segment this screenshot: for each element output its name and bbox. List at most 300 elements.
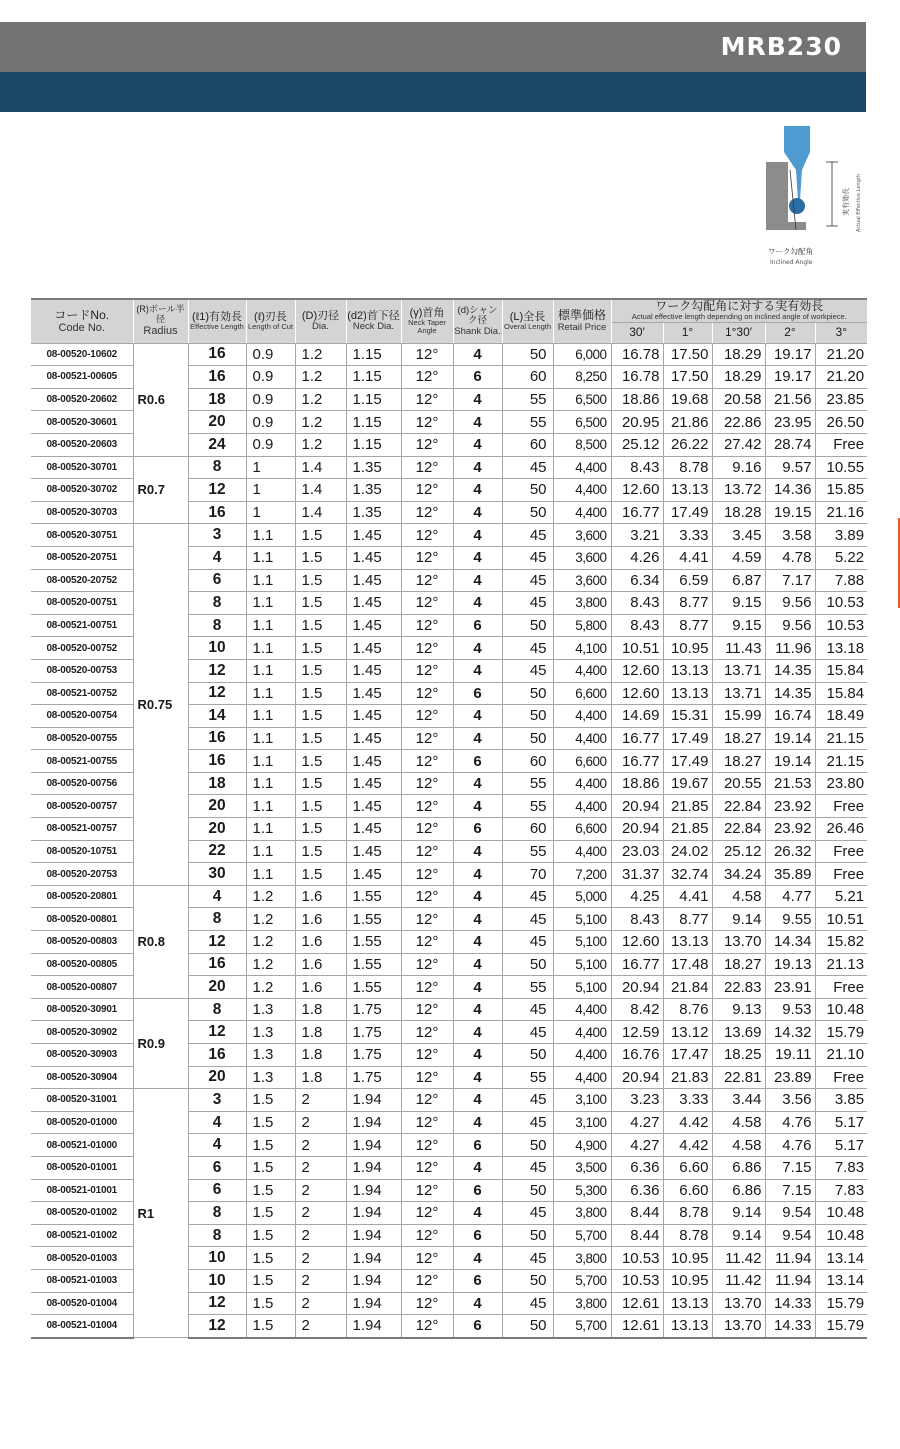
actual-effective-cell: 20.95 [611,411,663,434]
actual-effective-cell: 21.20 [815,343,867,366]
price-cell: 3,600 [553,546,611,569]
actual-effective-cell: Free [815,840,867,863]
overall-length-cell: 55 [502,840,553,863]
inclined-angle-ja-label: ワーク勾配角 [768,247,813,256]
neck-angle-cell: 12° [401,1044,453,1067]
actual-effective-cell: 4.76 [765,1134,815,1157]
code-cell: 08-00520-30601 [31,411,133,434]
actual-effective-cell: 23.92 [765,795,815,818]
length-of-cut-cell: 1.1 [246,637,295,660]
price-cell: 6,500 [553,411,611,434]
actual-effective-cell: 19.17 [765,366,815,389]
code-cell: 08-00520-00807 [31,976,133,999]
table-row [31,1089,867,1112]
table-row [31,885,867,908]
neck-angle-cell: 12° [401,953,453,976]
price-cell: 3,800 [553,1202,611,1225]
actual-effective-cell: 19.67 [663,772,712,795]
shank-dia-cell: 4 [453,637,502,660]
actual-effective-cell: 13.70 [712,1315,765,1338]
col-oal-ja: (L)全長 [509,311,546,324]
length-of-cut-cell: 1.3 [246,998,295,1021]
actual-effective-cell: Free [815,976,867,999]
neck-dia-cell: 1.55 [346,931,401,954]
neck-dia-cell: 1.15 [346,433,401,456]
actual-effective-cell: 10.53 [611,1269,663,1292]
col-neck-ja: (d2)首下径 [347,310,400,323]
actual-effective-cell: 8.42 [611,998,663,1021]
effective-length-cell: 8 [188,908,246,931]
dia-cell: 1.2 [295,411,346,434]
price-cell: 4,400 [553,705,611,728]
length-of-cut-cell: 1.5 [246,1111,295,1134]
actual-effective-cell: 3.33 [663,1089,712,1112]
overall-length-cell: 45 [502,659,553,682]
neck-angle-cell: 12° [401,637,453,660]
length-of-cut-cell: 1.1 [246,863,295,886]
actual-effective-cell: 13.72 [712,479,765,502]
actual-effective-cell: 10.48 [815,998,867,1021]
actual-effective-cell: 18.29 [712,366,765,389]
neck-angle-cell: 12° [401,411,453,434]
effective-length-ja-label: 実有効長 [842,188,850,216]
dia-cell: 1.5 [295,637,346,660]
actual-effective-cell: 7.83 [815,1179,867,1202]
dia-cell: 1.2 [295,433,346,456]
effective-length-cell: 12 [188,682,246,705]
dia-cell: 1.5 [295,592,346,615]
actual-effective-cell: 4.78 [765,546,815,569]
actual-effective-cell: 21.10 [815,1044,867,1067]
length-of-cut-cell: 0.9 [246,433,295,456]
overall-length-cell: 45 [502,1292,553,1315]
actual-effective-cell: 8.78 [663,456,712,479]
actual-effective-cell: 3.85 [815,1089,867,1112]
overall-length-cell: 50 [502,705,553,728]
dia-cell: 1.6 [295,953,346,976]
shank-dia-cell: 6 [453,1315,502,1338]
shank-dia-cell: 4 [453,931,502,954]
overall-length-cell: 45 [502,1247,553,1270]
code-cell: 08-00521-01000 [31,1134,133,1157]
neck-angle-cell: 12° [401,479,453,502]
effective-length-cell: 14 [188,705,246,728]
effective-length-cell: 16 [188,501,246,524]
neck-dia-cell: 1.45 [346,727,401,750]
actual-effective-cell: Free [815,433,867,456]
actual-effective-cell: 15.82 [815,931,867,954]
code-cell: 08-00521-01003 [31,1269,133,1292]
actual-effective-cell: 22.81 [712,1066,765,1089]
angle-header-3: 2° [765,322,815,343]
neck-angle-cell: 12° [401,614,453,637]
shank-dia-cell: 4 [453,1247,502,1270]
effective-length-cell: 20 [188,818,246,841]
price-cell: 4,400 [553,1021,611,1044]
actual-effective-cell: 13.13 [663,1292,712,1315]
length-of-cut-cell: 1.2 [246,885,295,908]
overall-length-cell: 45 [502,998,553,1021]
neck-angle-cell: 12° [401,705,453,728]
price-cell: 5,100 [553,976,611,999]
actual-effective-cell: 13.70 [712,931,765,954]
length-of-cut-cell: 1.1 [246,659,295,682]
actual-effective-cell: 13.18 [815,637,867,660]
actual-effective-cell: 16.77 [611,953,663,976]
code-cell: 08-00520-31001 [31,1089,133,1112]
code-cell: 08-00520-20751 [31,546,133,569]
neck-dia-cell: 1.35 [346,479,401,502]
actual-effective-cell: 5.22 [815,546,867,569]
code-cell: 08-00520-01000 [31,1111,133,1134]
effective-length-cell: 12 [188,931,246,954]
shank-dia-cell: 6 [453,614,502,637]
actual-effective-cell: 4.42 [663,1134,712,1157]
actual-effective-cell: 10.53 [611,1247,663,1270]
dia-cell: 1.5 [295,727,346,750]
shank-dia-cell: 4 [453,546,502,569]
actual-effective-cell: 20.94 [611,818,663,841]
price-cell: 4,400 [553,795,611,818]
overall-length-cell: 50 [502,343,553,366]
actual-effective-cell: 21.15 [815,750,867,773]
workpiece-wall [766,162,788,228]
length-of-cut-cell: 1.2 [246,976,295,999]
neck-angle-cell: 12° [401,592,453,615]
shank-dia-cell: 4 [453,772,502,795]
neck-angle-cell: 12° [401,750,453,773]
length-of-cut-cell: 1.5 [246,1247,295,1270]
length-of-cut-cell: 1.5 [246,1156,295,1179]
length-of-cut-cell: 1.1 [246,772,295,795]
actual-effective-cell: 7.15 [765,1156,815,1179]
actual-effective-cell: 11.42 [712,1247,765,1270]
actual-effective-cell: 15.84 [815,659,867,682]
dia-cell: 1.5 [295,750,346,773]
dia-cell: 1.5 [295,569,346,592]
effective-length-cell: 12 [188,479,246,502]
series-title: MRB230 [720,32,842,61]
neck-dia-cell: 1.94 [346,1089,401,1112]
actual-effective-cell: 9.14 [712,908,765,931]
actual-effective-cell: 10.53 [815,614,867,637]
dia-cell: 1.8 [295,1066,346,1089]
neck-angle-cell: 12° [401,1021,453,1044]
actual-effective-cell: Free [815,863,867,886]
neck-angle-cell: 12° [401,931,453,954]
shank-dia-cell: 4 [453,727,502,750]
actual-effective-cell: 9.56 [765,592,815,615]
neck-angle-cell: 12° [401,1292,453,1315]
actual-effective-cell: 12.60 [611,931,663,954]
shank-dia-cell: 6 [453,818,502,841]
neck-dia-cell: 1.15 [346,343,401,366]
actual-effective-cell: 18.86 [611,772,663,795]
effective-length-en-label: Actual Effective Length [856,174,862,232]
neck-dia-cell: 1.75 [346,1021,401,1044]
actual-effective-cell: 20.55 [712,772,765,795]
table-row [31,456,867,479]
actual-effective-cell: 34.24 [712,863,765,886]
actual-effective-cell: 11.94 [765,1247,815,1270]
neck-dia-cell: 1.45 [346,546,401,569]
actual-effective-cell: 8.78 [663,1224,712,1247]
dia-cell: 1.5 [295,840,346,863]
overall-length-cell: 50 [502,1134,553,1157]
length-of-cut-cell: 1.1 [246,592,295,615]
actual-effective-cell: 9.55 [765,908,815,931]
price-cell: 4,400 [553,840,611,863]
shank-dia-cell: 4 [453,433,502,456]
code-cell: 08-00520-10602 [31,343,133,366]
actual-effective-cell: 3.33 [663,524,712,547]
actual-effective-cell: 19.14 [765,750,815,773]
code-cell: 08-00521-00751 [31,614,133,637]
neck-dia-cell: 1.94 [346,1292,401,1315]
price-cell: 4,900 [553,1134,611,1157]
shank-dia-cell: 4 [453,908,502,931]
effective-length-cell: 10 [188,1269,246,1292]
overall-length-cell: 55 [502,795,553,818]
actual-effective-cell: 18.29 [712,343,765,366]
price-cell: 6,500 [553,388,611,411]
effective-length-cell: 18 [188,772,246,795]
actual-effective-cell: 15.84 [815,682,867,705]
col-eff-en: Effective Length [190,322,244,332]
overall-length-cell: 50 [502,1179,553,1202]
neck-dia-cell: 1.45 [346,569,401,592]
shank-dia-cell: 4 [453,1202,502,1225]
actual-effective-cell: 11.94 [765,1269,815,1292]
actual-effective-cell: 24.02 [663,840,712,863]
neck-dia-cell: 1.94 [346,1111,401,1134]
actual-effective-cell: 19.14 [765,727,815,750]
col-neck-taper [401,299,453,343]
actual-effective-cell: 14.35 [765,682,815,705]
price-cell: 3,800 [553,1247,611,1270]
overall-length-cell: 60 [502,433,553,456]
actual-effective-cell: 16.77 [611,750,663,773]
actual-effective-cell: 6.86 [712,1179,765,1202]
actual-effective-cell: 13.13 [663,1315,712,1338]
shank-dia-cell: 4 [453,659,502,682]
actual-effective-cell: 4.58 [712,1111,765,1134]
dia-cell: 2 [295,1134,346,1157]
shank-dia-cell: 4 [453,1066,502,1089]
actual-effective-cell: 7.88 [815,569,867,592]
code-cell: 08-00520-30902 [31,1021,133,1044]
code-cell: 08-00520-00803 [31,931,133,954]
length-of-cut-cell: 1.1 [246,682,295,705]
col-eff-ja: (ℓ1)有効長 [192,311,242,324]
shank-dia-cell: 6 [453,1269,502,1292]
price-cell: 5,800 [553,614,611,637]
actual-effective-cell: Free [815,795,867,818]
neck-angle-cell: 12° [401,388,453,411]
actual-effective-cell: 10.95 [663,1269,712,1292]
code-cell: 08-00521-00757 [31,818,133,841]
actual-effective-cell: 10.53 [815,592,867,615]
actual-effective-cell: 23.03 [611,840,663,863]
overall-length-cell: 60 [502,818,553,841]
effective-length-cell: 8 [188,1224,246,1247]
actual-effective-cell: 4.42 [663,1111,712,1134]
actual-effective-cell: 3.21 [611,524,663,547]
overall-length-cell: 55 [502,772,553,795]
effective-length-cell: 12 [188,659,246,682]
code-cell: 08-00520-00805 [31,953,133,976]
actual-effective-cell: 4.58 [712,885,765,908]
shank-dia-cell: 4 [453,976,502,999]
actual-effective-cell: 10.48 [815,1202,867,1225]
neck-dia-cell: 1.75 [346,1066,401,1089]
neck-dia-cell: 1.94 [346,1179,401,1202]
col-neck-dia [346,299,401,343]
price-cell: 3,100 [553,1089,611,1112]
actual-effective-cell: 26.22 [663,433,712,456]
actual-effective-cell: 22.86 [712,411,765,434]
actual-effective-cell: 4.58 [712,1134,765,1157]
length-of-cut-cell: 1.1 [246,614,295,637]
price-cell: 5,300 [553,1179,611,1202]
actual-effective-cell: 14.33 [765,1292,815,1315]
col-shank-ja: (d)シャンク径 [457,304,498,327]
neck-dia-cell: 1.45 [346,614,401,637]
actual-effective-cell: 21.84 [663,976,712,999]
dia-cell: 1.6 [295,931,346,954]
actual-effective-cell: 8.43 [611,908,663,931]
actual-effective-cell: 6.87 [712,569,765,592]
actual-effective-cell: 4.41 [663,885,712,908]
overall-length-cell: 45 [502,569,553,592]
overall-length-cell: 50 [502,1269,553,1292]
radius-cell: R0.6 [133,343,188,456]
dia-cell: 2 [295,1224,346,1247]
actual-effective-cell: 17.49 [663,501,712,524]
neck-angle-cell: 12° [401,795,453,818]
length-of-cut-cell: 1 [246,501,295,524]
actual-effective-cell: 4.25 [611,885,663,908]
col-shank-dia [453,299,502,343]
neck-angle-cell: 12° [401,772,453,795]
dia-cell: 1.5 [295,863,346,886]
dia-cell: 1.5 [295,682,346,705]
neck-dia-cell: 1.35 [346,501,401,524]
shank-dia-cell: 4 [453,840,502,863]
actual-effective-cell: 21.85 [663,818,712,841]
radius-cell: R0.9 [133,998,188,1088]
price-cell: 3,100 [553,1111,611,1134]
actual-effective-cell: 21.20 [815,366,867,389]
neck-angle-cell: 12° [401,433,453,456]
actual-effective-cell: 9.15 [712,592,765,615]
neck-angle-cell: 12° [401,1066,453,1089]
overall-length-cell: 50 [502,479,553,502]
code-cell: 08-00520-30703 [31,501,133,524]
actual-effective-cell: 7.15 [765,1179,815,1202]
effective-length-cell: 18 [188,388,246,411]
effective-length-cell: 12 [188,1315,246,1338]
radius-cell: R1 [133,1089,188,1338]
col-neck-en: Neck Dia. [352,321,395,333]
shank-dia-cell: 6 [453,366,502,389]
neck-angle-cell: 12° [401,366,453,389]
overall-length-cell: 50 [502,727,553,750]
dia-cell: 1.4 [295,456,346,479]
dia-cell: 2 [295,1269,346,1292]
actual-effective-cell: 17.48 [663,953,712,976]
accent-bar [0,72,866,112]
workpiece-base [766,222,806,230]
actual-effective-cell: 6.36 [611,1156,663,1179]
price-cell: 6,000 [553,343,611,366]
price-cell: 3,800 [553,1292,611,1315]
dia-cell: 1.5 [295,524,346,547]
shank-dia-cell: 4 [453,1021,502,1044]
length-of-cut-cell: 1.5 [246,1315,295,1338]
effective-length-cell: 30 [188,863,246,886]
shank-dia-cell: 6 [453,682,502,705]
actual-effective-cell: 8.76 [663,998,712,1021]
table-row [31,343,867,366]
actual-effective-cell: 16.77 [611,501,663,524]
code-cell: 08-00520-20603 [31,433,133,456]
neck-angle-cell: 12° [401,1224,453,1247]
actual-effective-cell: 14.69 [611,705,663,728]
length-of-cut-cell: 1 [246,479,295,502]
actual-effective-cell: 23.85 [815,388,867,411]
code-cell: 08-00520-30751 [31,524,133,547]
dia-cell: 1.8 [295,1044,346,1067]
price-cell: 4,400 [553,501,611,524]
neck-angle-cell: 12° [401,682,453,705]
actual-effective-cell: 12.60 [611,659,663,682]
table-row [31,998,867,1021]
inclined-angle-en-label: Inclined Angle [770,259,813,266]
overall-length-cell: 45 [502,1202,553,1225]
actual-effective-cell: 11.42 [712,1269,765,1292]
actual-effective-cell: 10.51 [611,637,663,660]
shank-dia-cell: 4 [453,1111,502,1134]
code-cell: 08-00520-00755 [31,727,133,750]
price-cell: 4,400 [553,772,611,795]
actual-effective-cell: 8.43 [611,614,663,637]
effective-length-cell: 3 [188,524,246,547]
dia-cell: 2 [295,1111,346,1134]
col-shank-en: Shank Dia. [454,325,501,337]
actual-effective-cell: 13.12 [663,1021,712,1044]
neck-angle-cell: 12° [401,818,453,841]
actual-effective-cell: 12.61 [611,1315,663,1338]
col-dia [295,299,346,343]
actual-effective-cell: 9.54 [765,1202,815,1225]
actual-effective-cell: 9.57 [765,456,815,479]
shank-dia-cell: 4 [453,411,502,434]
col-overall-length [502,299,553,343]
col-price-ja: 標準価格 [557,308,606,323]
effective-length-cell: 8 [188,998,246,1021]
neck-dia-cell: 1.45 [346,840,401,863]
actual-effective-cell: 7.83 [815,1156,867,1179]
tool-diagram [760,126,870,271]
actual-effective-cell: 4.59 [712,546,765,569]
actual-effective-cell: 6.60 [663,1156,712,1179]
shank-dia-cell: 6 [453,1134,502,1157]
length-of-cut-cell: 1.5 [246,1089,295,1112]
actual-effective-cell: 13.13 [663,479,712,502]
length-of-cut-cell: 0.9 [246,411,295,434]
actual-effective-cell: 14.32 [765,1021,815,1044]
